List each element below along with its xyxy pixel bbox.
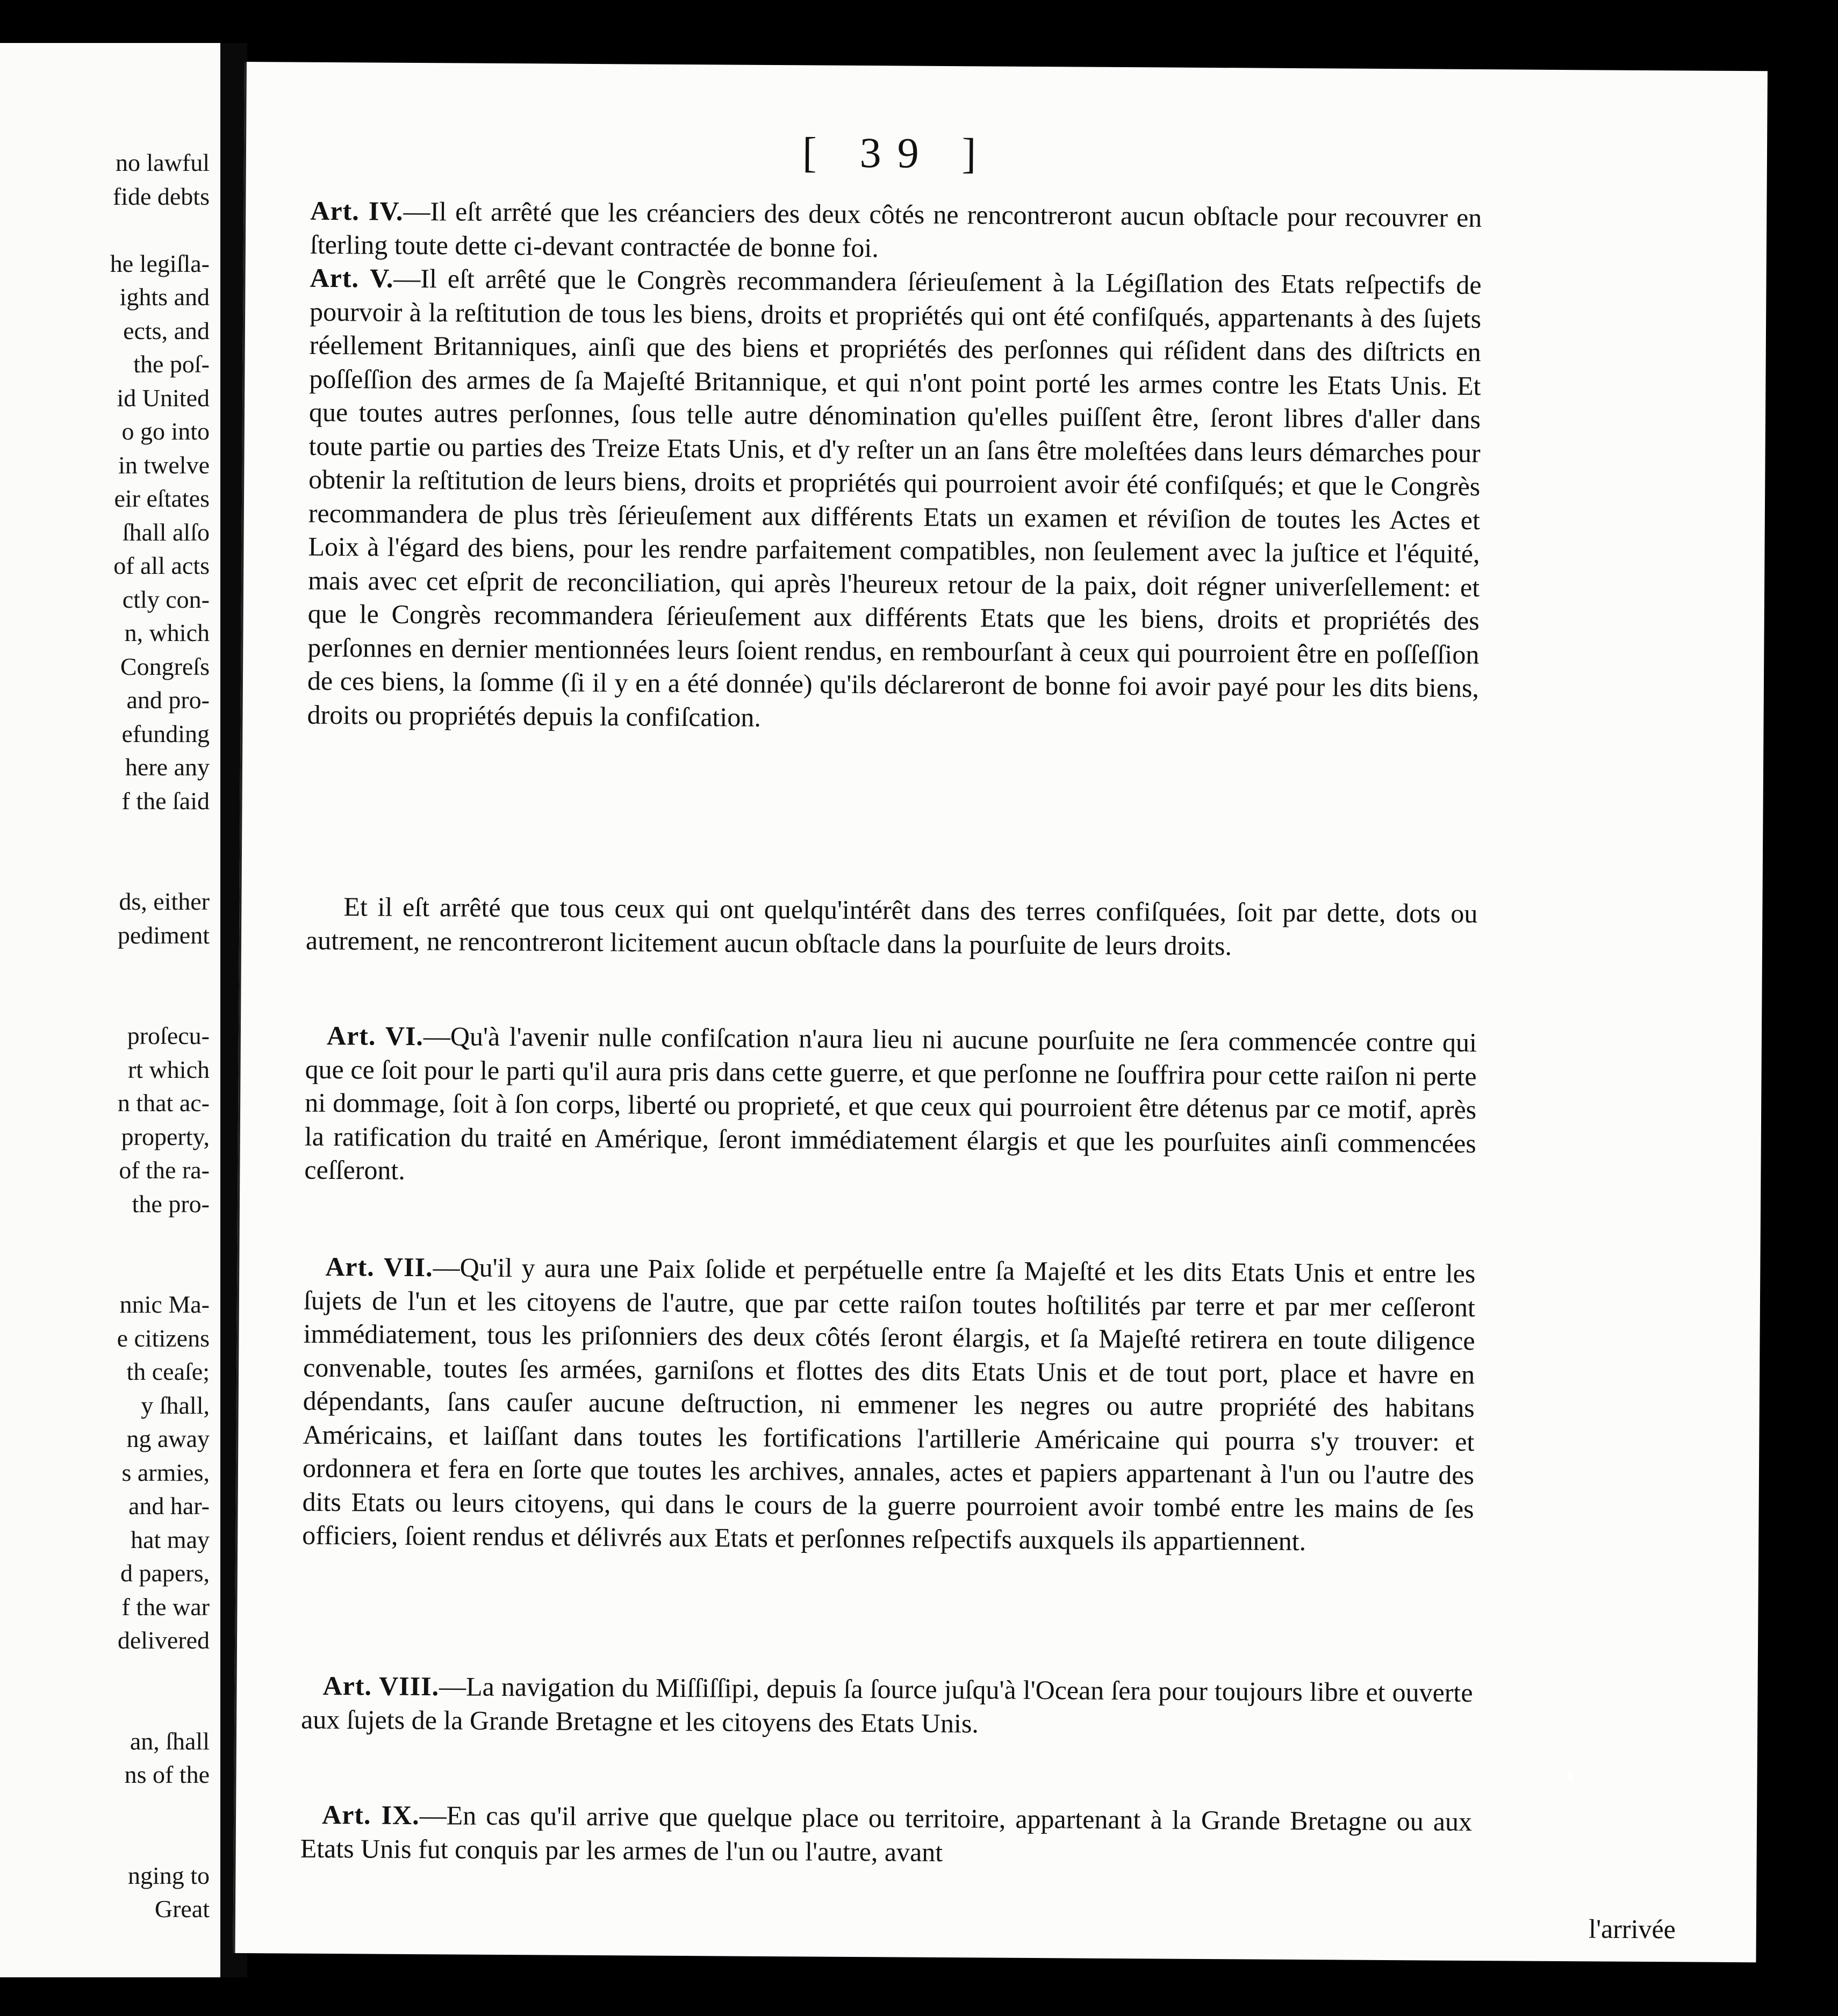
left-page-line: ights and [119, 283, 210, 311]
left-page-line: ds, either [119, 888, 210, 915]
article-label: Art. V. [310, 262, 394, 293]
left-page-line: rt which [127, 1055, 210, 1083]
left-page-line: of the ra- [119, 1156, 210, 1184]
article-text: —Qu'à l'avenir nulle confiſcation n'aura lieu ni aucune pourſuite ne ſera commencée contre qui que ce ſoit pour le parti qu'il aura pris dans cette guerre, et que perſonne ne ſouffrira pour cette raiſon ni perte ni dommage, ſoit à ſon corps, liberté ou proprieté, et que ceux qui pourroient être détenus par ce motif, après la ratification du traité en Amérique, ſeront immédiatement élargis et que les pourſuites ainſi commencées ceſſeront. [304, 1021, 1477, 1185]
right-page [233, 62, 1767, 1962]
left-page-line: the pro- [132, 1190, 210, 1218]
left-page-line: in twelve [118, 451, 210, 479]
article-label: Art. IX. [321, 1799, 420, 1831]
article-8 [301, 1669, 1473, 1743]
left-page-line: eir eſtates [114, 485, 210, 512]
left-page-line: id United [117, 384, 210, 412]
left-page-line: f the ſaid [121, 787, 210, 815]
left-page-line: ctly con- [122, 585, 210, 613]
left-page-line: Great [154, 1895, 210, 1923]
left-page-line: the poſ- [133, 350, 210, 378]
left-page-line: no lawful [115, 149, 210, 176]
article-text: Et il eſt arrêté que tous ceux qui ont quelqu'intérêt dans des terres confiſquées, ſoit par dette, dots ou autrement, ne rencontreront licitement aucun obſtacle dans la pourſuite de leurs droits. [305, 891, 1478, 961]
article-label: Art. VII. [325, 1251, 433, 1283]
left-page-line: property, [121, 1122, 210, 1150]
left-page-line: ns of the [124, 1761, 210, 1788]
left-page-line: fide debts [112, 182, 210, 210]
left-page-fragment [0, 43, 220, 1977]
left-page-line: delivered [117, 1626, 210, 1654]
article-5 [307, 261, 1481, 738]
left-page-line: n that ac- [117, 1089, 210, 1117]
article-text: —Il eſt arrêté que le Congrès recommandera ſérieuſement à la Légiſlation des Etats reſpectifs de pourvoir à la reſtitution de tous les biens, droits et propriétés qui ont été confiſqués, appartenants à des ſujets réellement Britanniques, ainſi que des biens et propriétés des perſonnes qui réſident dans des diſtricts en poſſeſſion des armes de ſa Majeſté Britannique, et qui n'ont point porté les armes contre les Etats Unis. Et que toutes autres perſonnes, ſous telle autre dénomination qu'elles puiſſent être, ſeront libres d'aller dans toute partie ou parties des Treize Etats Unis, et d'y reſter un an ſans être moleſtées dans leurs démarches pour obtenir la reſtitution de leurs biens, droits et propriétés qui pourroient avoir été confiſqués; et que le Congrès recommandera de plus très ſérieuſement aux différents Etats un examen et réviſion de toutes les Actes et Loix à l'égard des biens, pour les rendre parfaitement compatibles, non ſeulement avec la juſtice et l'équité, mais avec cet eſprit de reconciliation, qui après l'heureux retour de la paix, doit régner univerſellement: et que le Congrès recommandera ſérieuſement aux différents Etats que les biens, droits et propriétés des perſonnes en dernier mentionnées leurs ſoient rendus, en rembourſant à ceux qui pourroient être en poſſeſſion de ces biens, la ſomme (ſi il y en a été donnée) qu'ils déclareront de bonne foi avoir payé pour les dits biens, droits ou propriétés depuis la confiſcation. [307, 263, 1482, 732]
scan-speck [1567, 1773, 1574, 1781]
left-page-line: here any [125, 753, 210, 781]
left-page-line: f the war [121, 1593, 210, 1621]
left-page-line: an, ſhall [130, 1727, 210, 1755]
article-text: —Qu'il y aura une Paix ſolide et perpétuelle entre ſa Majeſté et les dits Etats Unis et entre les ſujets de l'un et les citoyens de l'autre, que par cette raiſon toutes hoſtilités par terre et par mer ceſſeront immédiatement, tous les priſonniers des deux côtés ſeront élargis, et ſa Majeſté retirera en toute diligence convenable, toutes ſes armées, garniſons et flottes des dits Etats Unis et de tout port, place et havre en dépendants, ſans cauſer aucune deſtruction, ni emmener les negres ou autre propriété des habitans Américains, et laiſſant dans toutes les fortifications l'artillerie Américaine qui pourra s'y trouver: et ordonnera et fera en ſorte que toutes les archives, annales, actes et papiers appartenant à l'un ou l'autre des dits Etats ou leurs citoyens, qui dans le cours de la guerre pourroient avoir tombé entre les mains de ſes officiers, ſoient rendus et délivrés aux Etats et perſonnes reſpectifs auxquels ils appartiennent. [302, 1252, 1476, 1557]
left-page-line: of all acts [113, 552, 210, 579]
left-page-line: th ceaſe; [126, 1358, 210, 1385]
left-page-line: ng away [126, 1425, 210, 1452]
page-number: [ 39 ] [802, 129, 993, 178]
left-page-line: y ſhall, [141, 1391, 210, 1419]
left-page-line: efunding [121, 719, 210, 747]
article-6 [304, 1019, 1477, 1194]
left-page-line: pediment [117, 921, 210, 949]
left-page-line: hat may [131, 1525, 210, 1553]
left-page-line: ſhall alſo [122, 518, 210, 546]
left-page-line: s armies, [121, 1458, 210, 1486]
article-4 [310, 194, 1482, 268]
article-text: —La navigation du Miſſiſſipi, depuis ſa ſource juſqu'à l'Ocean ſera pour toujours libre et ouverte aux ſujets de la Grande Bretagne et les citoyens des Etats Unis. [300, 1671, 1473, 1738]
left-page-line: he legiſla- [110, 249, 210, 277]
left-page-line: nging to [127, 1861, 210, 1889]
left-page-line: and pro- [126, 686, 210, 714]
article-label: Art. VIII. [322, 1670, 440, 1702]
catchword: l'arrivée [1588, 1913, 1676, 1945]
article-7 [302, 1250, 1475, 1559]
left-page-line: proſecu- [127, 1022, 210, 1049]
left-page-line: ects, and [123, 316, 210, 344]
article-label: Art. IV. [310, 195, 404, 226]
article-label: Art. VI. [326, 1020, 424, 1052]
left-page-line: o go into [121, 417, 210, 445]
article-text: —Il eſt arrêté que les créanciers des deux côtés ne rencontreront aucun obſtacle pour recouvrer en ſterling toute dette ci-devant contractée de bonne foi. [310, 196, 1482, 263]
left-page-line: Congreſs [120, 652, 210, 680]
left-page-line: nnic Ma- [119, 1291, 210, 1318]
left-page-line: e citizens [117, 1324, 210, 1352]
left-page-line: and har- [128, 1492, 210, 1520]
right-page-edge [1768, 64, 1838, 1977]
article-5-continued [306, 890, 1478, 964]
article-text: —En cas qu'il arrive que quelque place ou territoire, appartenant à la Grande Bretagne ou aux Etats Unis fut conquis par les armes de l'un ou l'autre, avant [300, 1800, 1473, 1867]
left-page-line: n, which [124, 619, 210, 646]
article-9 [300, 1798, 1473, 1872]
left-page-line: d papers, [120, 1559, 210, 1587]
